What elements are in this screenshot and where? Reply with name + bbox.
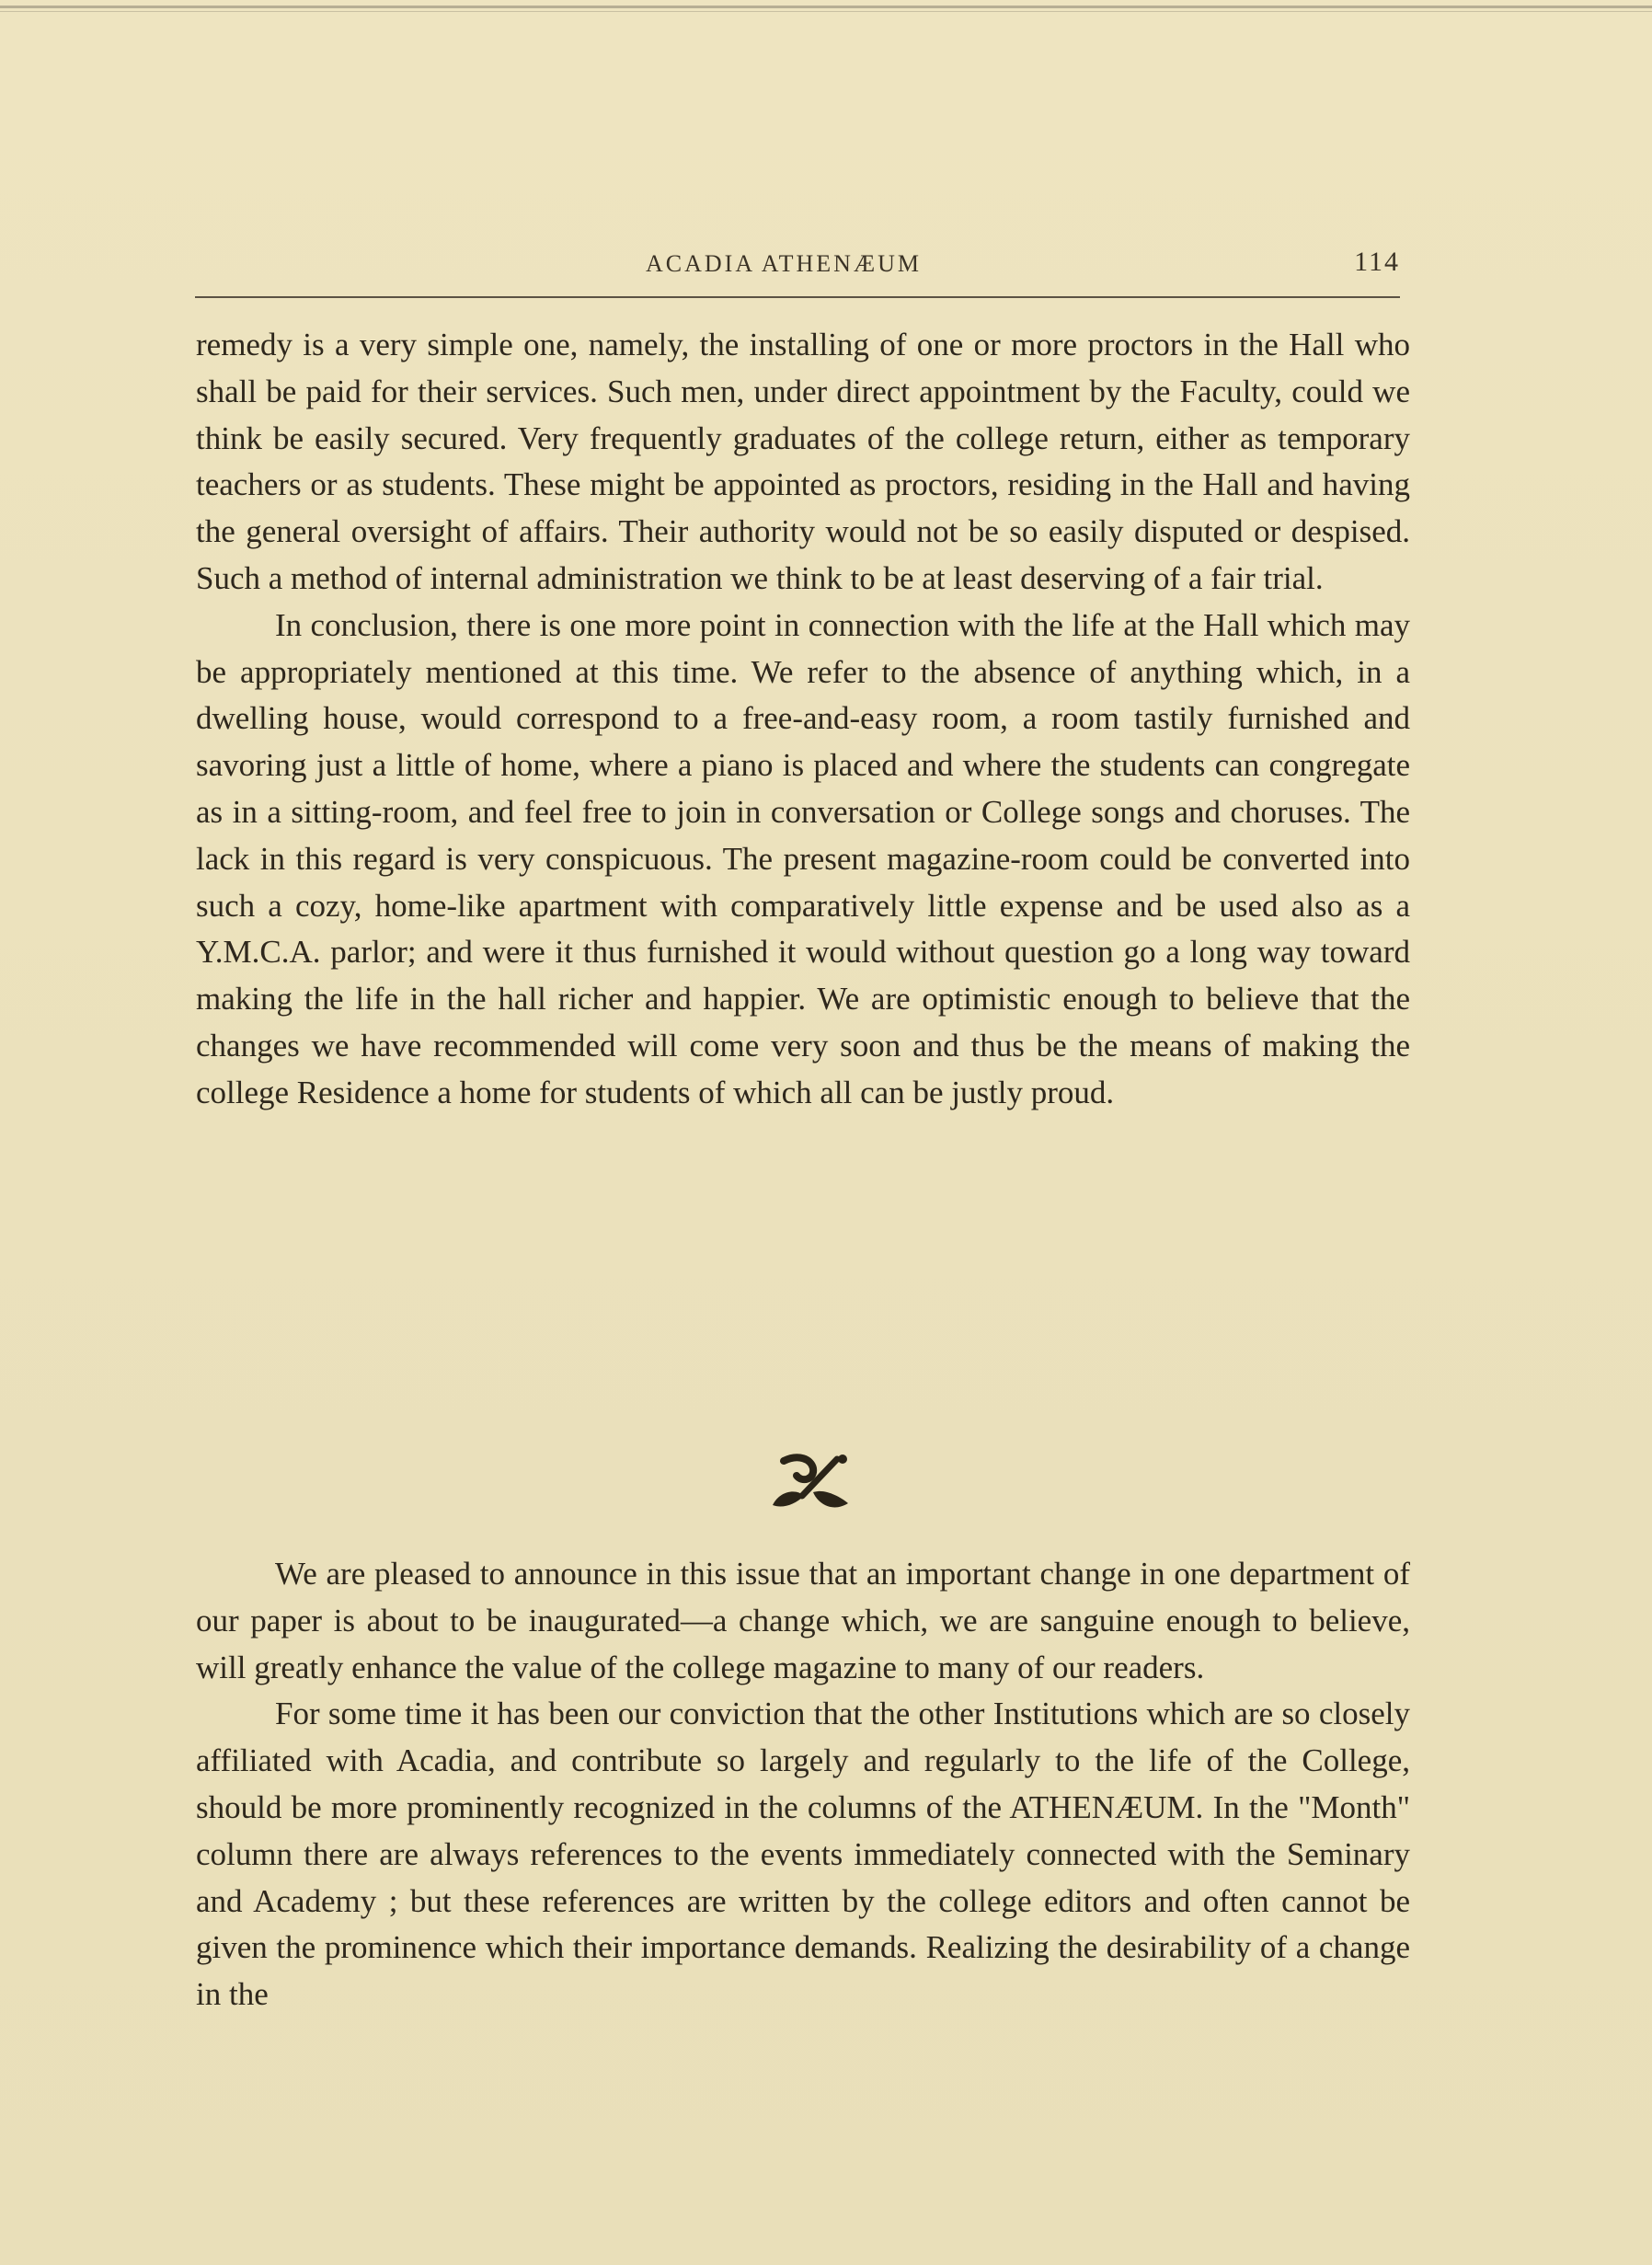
paragraph: We are pleased to announce in this issue that an important change in one department of our paper is about to be inaugurated—a change which, we are sanguine enough to believe, will greatly enhance the value of the college magazine to many of our readers. bbox=[196, 1556, 1410, 1685]
ornament-leaf-left bbox=[773, 1491, 804, 1506]
page-edge-rule-secondary bbox=[0, 11, 1652, 12]
page-edge-rule bbox=[0, 6, 1652, 8]
page-number: 114 bbox=[1354, 247, 1400, 277]
paragraph: In conclusion, there is one more point in connection with the life at the Hall which may be appropriately mentioned at this time. We refer to the absence of anything which, in a dwelling house, would correspond to a free-and-easy room, a room tastily furnished and savoring just a little of home, where a piano is placed and where the students can congregate as in a sitting-room, and feel free to join in conversation or College songs and choruses. The lack in this regard is very conspicuous. The present magazine-room could be converted into such a cozy, home-like apartment with comparatively little expense and be used also as a Y.M.C.A. parlor; and were it thus furnished it would without question go a long way toward making the life in the hall richer and happier. We are optimistic enough to believe that the changes we have recommended will come very soon and thus be the means of making the college Residence a home for students of which all can be justly proud. bbox=[196, 606, 1410, 1110]
running-header bbox=[195, 241, 1409, 296]
header-rule bbox=[195, 296, 1400, 298]
fleuron-ornament-icon bbox=[765, 1448, 854, 1518]
editorial-announcement bbox=[196, 1551, 1410, 2018]
paragraph: For some time it has been our conviction that the other Institutions which are so closely affiliated with Acadia, and contribute so largely and regularly to the life of the College, should be more prominently recognized in the columns of the ATHENÆUM. In the "Month" column there are always references to the events immediately connected with the Seminary and Academy ; but these references are written by the college editors and often cannot be given the prominence which their importance demands. Realizing the desirability of a change in the bbox=[196, 1696, 1410, 2013]
ornament-leaf-right bbox=[813, 1491, 848, 1508]
journal-title: ACADIA ATHENÆUM bbox=[646, 250, 922, 277]
paragraph: remedy is a very simple one, namely, the installing of one or more proctors in the Hall who shall be paid for their services. Such men, under direct appointment by the Faculty, could we think be easily secured. Very frequently graduates of the college return, either as temporary teachers or as students. These might be appointed as proctors, residing in the Hall and having the general oversight of affairs. Their authority would not be so easily disputed or despised. Such a method of internal administration we think to be at least deserving of a fair trial. bbox=[196, 327, 1410, 596]
ornament-dot bbox=[838, 1454, 847, 1464]
ornament-stroke bbox=[784, 1457, 813, 1479]
article-continuation bbox=[196, 322, 1410, 1117]
